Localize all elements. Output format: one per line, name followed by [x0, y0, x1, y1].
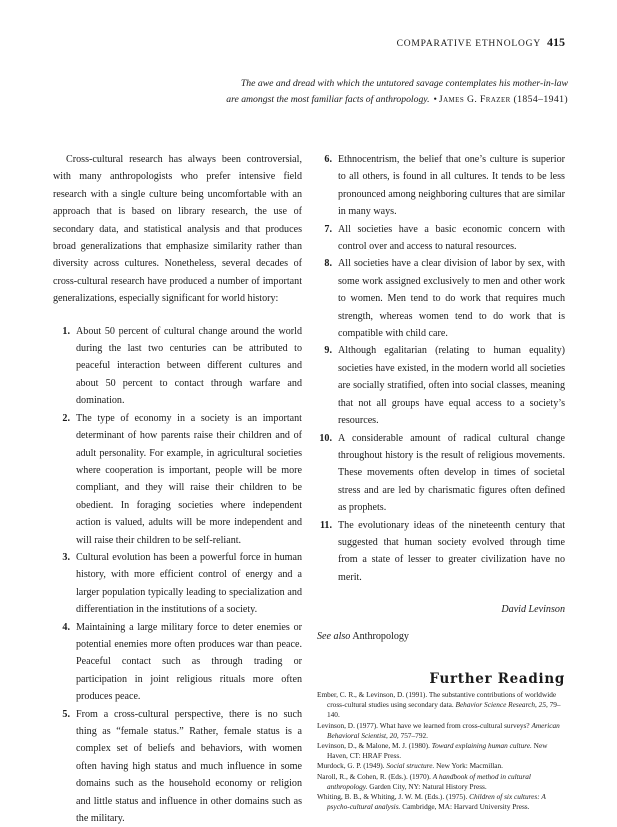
reference-item: [317, 741, 565, 761]
running-header: [397, 35, 565, 50]
list-item-text: Ethnocentrism, the belief that one’s culture is superior to all others, is found in all cultures. It tends to be less pronounced among neighboring cultures that are similar in many ways.: [338, 154, 565, 218]
list-item: [53, 619, 302, 706]
list-item-text: Maintaining a large military force to deter enemies or potential enemies more often produces war than peace. Peaceful contact such as through trading or participation in joint religious rituals more often produces peace.: [76, 621, 302, 703]
intro-paragraph: Cross-cultural research has always been controversial, with many anthropologists who prefer intensive field research with a single culture being uncomfortable with an approach that is based on library research, the use of secondary data, and statistical analysis and that produces broad generalizations that emphasize similarity rather than diversity across cultures. Nonetheless, several decades of cross-cultural research have produced a number of important generalizations, especially significant for world history:: [53, 154, 302, 305]
reference-text: New York: Macmillan.: [434, 761, 504, 771]
author-signature: David Levinson: [501, 604, 565, 616]
list-item-number: 10.: [319, 432, 332, 444]
reference-text: 79–140.: [327, 700, 561, 720]
list-item-number: 7.: [324, 223, 332, 235]
list-item-number: 3.: [62, 551, 70, 563]
see-also-label: See also: [317, 630, 351, 642]
generalization-list-part-2: [317, 151, 565, 586]
list-item: [53, 706, 302, 827]
reference-title: Social structure.: [386, 761, 435, 771]
reference-item: [317, 721, 565, 741]
epigraph-line-1: The awe and dread with which the untutored savage contemplates his mother-in-law: [240, 78, 568, 89]
list-item-text: All societies have a clear division of labor by sex, with some work assigned exclusively to men and other work to women. Men tend to do work that requires much strength, whereas women tend to do work that is compatible with child care.: [338, 258, 565, 340]
list-item: [317, 151, 565, 221]
running-title: COMPARATIVE ETHNOLOGY: [396, 39, 541, 49]
list-item: [317, 255, 565, 342]
reference-item: [317, 792, 565, 812]
reference-item: [317, 772, 565, 792]
reference-text: 757–792.: [398, 730, 428, 740]
see-also-link[interactable]: Anthropology: [352, 630, 409, 642]
epigraph: [128, 76, 568, 107]
page-number: 415: [547, 35, 565, 49]
see-also: [317, 628, 565, 645]
list-item: [317, 221, 565, 256]
list-item: [317, 517, 565, 587]
list-item-text: A considerable amount of radical cultural change throughout history is the result of religious movements. These movements often develop in times of societal stress and are led by charismatic figures often defined as prophets.: [338, 432, 565, 514]
list-item-number: 5.: [62, 708, 70, 720]
reference-text: Garden City, NY: Natural History Press.: [367, 781, 487, 791]
reference-text: Levinson, D., & Malone, M. J. (1980).: [317, 740, 432, 750]
epigraph-line-2-text: are amongst the most familiar facts of anthropology.: [226, 93, 430, 105]
right-column: [317, 151, 565, 812]
generalization-list-part-1: [53, 323, 302, 827]
list-item-text: The evolutionary ideas of the nineteenth century that suggested that human society evolved through time from a state of lesser to greater civilization have no merit.: [338, 519, 565, 583]
reference-text: Naroll, R., & Cohen, R. (Eds.). (1970).: [317, 771, 433, 781]
reference-title: Children of six cultures: A psycho-cultural analysis.: [327, 792, 546, 812]
list-item: [53, 410, 302, 549]
reference-title: American Behavioral Scientist, 20,: [327, 720, 560, 740]
list-item-number: 2.: [62, 412, 70, 424]
list-item-number: 11.: [319, 519, 332, 531]
reference-text: Whiting, B. B., & Whiting, J. W. M. (Eds.). (1975).: [317, 792, 470, 801]
list-item-text: From a cross-cultural perspective, there is no such thing as “female status.” Rather, female status is a complex set of beliefs and behaviors, with women often having high status and much influence in some domains such as the household economy or religion and little status and influence in other domains such as the military.: [76, 708, 302, 825]
list-item: [317, 342, 565, 429]
epigraph-attribution: James G. Frazer (1854–1941): [438, 93, 568, 105]
reference-title: Behavior Science Research, 25,: [455, 700, 548, 710]
list-item: [53, 323, 302, 410]
list-item-number: 1.: [62, 325, 70, 337]
list-item-number: 8.: [324, 258, 332, 270]
reference-item: [317, 761, 565, 771]
list-item-number: 6.: [324, 154, 332, 165]
list-item-text: Although egalitarian (relating to human equality) societies have existed, in the modern world all societies are socially stratified, often into social classes, meaning that not all groups have equal access to a society’s resources.: [338, 345, 565, 427]
list-item-text: All societies have a basic economic concern with control over and access to natural resources.: [338, 223, 565, 253]
reference-title: A handbook of method in cultural anthropology.: [327, 771, 531, 791]
reference-text: Levinson, D. (1977). What have we learned from cross-cultural surveys?: [317, 720, 532, 730]
reference-list: [317, 690, 565, 812]
list-item-text: About 50 percent of cultural change around the world during the last two centuries can be attributed to peaceful interaction between different cultures and about 50 percent to contact through warfare and domination.: [76, 325, 302, 407]
reference-text: Murdock, G. P. (1949).: [317, 761, 387, 771]
further-reading-heading: Further Reading: [429, 670, 565, 687]
list-item: [53, 549, 302, 619]
reference-title: Toward explaining human culture.: [431, 740, 532, 750]
reference-item: [317, 690, 565, 721]
reference-text: New Haven, CT: HRAF Press.: [327, 740, 548, 761]
epigraph-separator: •: [433, 93, 437, 105]
list-item-number: 9.: [324, 345, 332, 357]
left-column: [53, 151, 302, 827]
reference-text: Ember, C. R., & Levinson, D. (1991). The substantive contributions of worldwide cross-cultural studies using secondary data.: [317, 689, 557, 710]
list-item: [317, 430, 565, 517]
reference-text: Cambridge, MA: Harvard University Press.: [400, 802, 530, 812]
list-item-text: The type of economy in a society is an important determinant of how parents raise their children and of adult personality. For example, in agricultural societies where cooperation is important, people will be more compliant, and they will raise their children to be obedient. In foraging societies where independent action is valued, adults will be more independent and will raise their children to be self-reliant.: [76, 412, 302, 546]
epigraph-line-2: [128, 92, 568, 108]
list-item-text: Cultural evolution has been a powerful force in human history, with more efficient control of energy and a larger population typically leading to specialization and differentiation in the institutions of a society.: [76, 551, 302, 616]
list-item-number: 4.: [62, 621, 70, 633]
